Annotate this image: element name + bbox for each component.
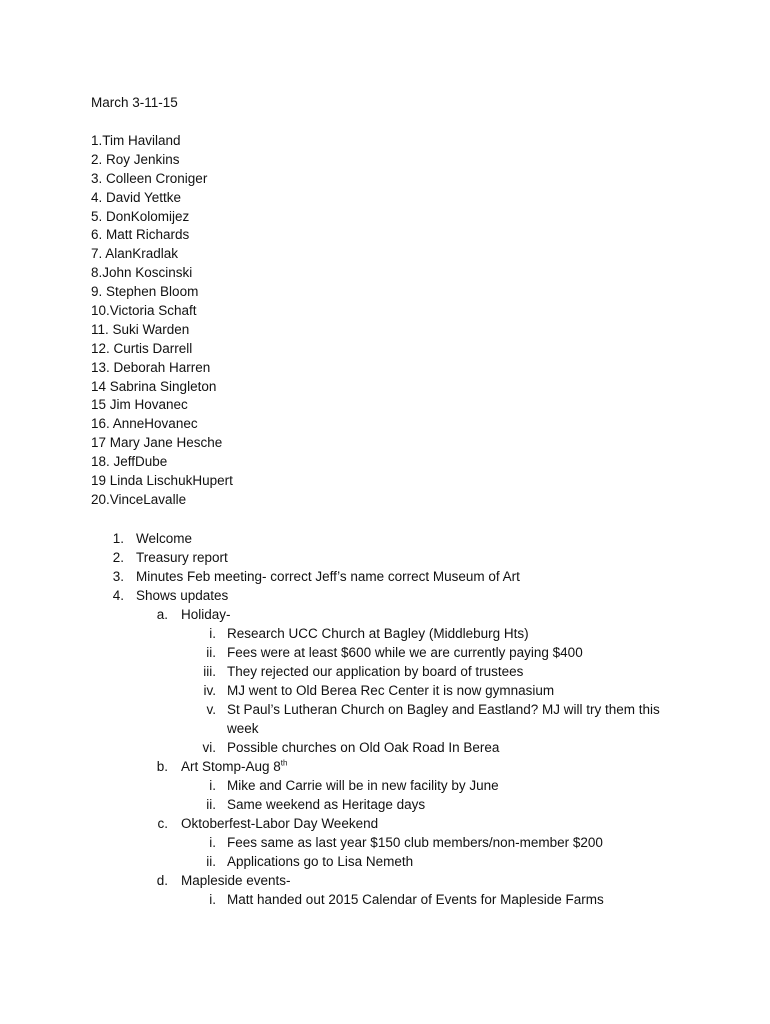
subsection-holiday (0, 605, 770, 624)
sub-item-marker: iii. (203, 664, 216, 679)
agenda-text: Welcome (136, 531, 193, 546)
agenda-text: Shows updates (136, 588, 229, 603)
attendee-item: 7. AlanKradlak (91, 246, 179, 262)
attendee-item: 12. Curtis Darrell (91, 340, 193, 356)
sub-item-marker: i. (209, 835, 216, 850)
sub-item (0, 852, 770, 871)
sub-item-marker: ii. (206, 854, 216, 869)
attendee-item: 6. Matt Richards (91, 227, 190, 243)
agenda-number: 3. (112, 569, 124, 584)
page-title: March 3-11-15 (91, 95, 178, 110)
subsection-oktoberfest (0, 814, 770, 833)
sub-item (0, 624, 770, 643)
sub-item-text: Matt handed out 2015 Calendar of Events for Mapleside Farms (227, 892, 604, 907)
subsection-label: Oktoberfest-Labor Day Weekend (181, 816, 379, 831)
sub-item-text: MJ went to Old Berea Rec Center it is now gymnasium (227, 683, 555, 698)
sub-item (0, 833, 770, 852)
sub-item-marker: i. (209, 892, 216, 907)
sub-item-text: Same weekend as Heritage days (227, 797, 426, 812)
attendee-item: 4. David Yettke (91, 189, 182, 205)
attendee-item: 8.John Koscinski (91, 265, 193, 281)
sub-item-marker: ii. (206, 645, 216, 660)
sub-item-marker: vi. (202, 740, 216, 755)
subsection-mapleside (0, 871, 770, 890)
attendee-item: 13. Deborah Harren (91, 359, 211, 375)
attendee-item: 9. Stephen Bloom (91, 284, 199, 300)
subsection-art-stomp (0, 757, 770, 776)
sub-item (0, 776, 770, 795)
attendee-item: 15 Jim Hovanec (91, 397, 188, 413)
sub-item-text: Fees same as last year $150 club members/non-member $200 (227, 835, 603, 850)
attendee-item: 19 Linda LischukHupert (91, 473, 233, 489)
attendee-item: 2. Roy Jenkins (91, 151, 180, 167)
sub-item (0, 795, 770, 814)
attendee-item: 11. Suki Warden (91, 321, 190, 337)
sub-item-text: St Paul’s Lutheran Church on Bagley and Eastland? MJ will try them this week (227, 702, 660, 736)
agenda-item (0, 567, 770, 586)
sub-item (0, 700, 770, 738)
subsection-label (181, 757, 287, 776)
agenda-number: 4. (112, 588, 124, 603)
subsection-label: Mapleside events- (181, 873, 291, 888)
sub-item-text: Mike and Carrie will be in new facility by June (227, 778, 499, 793)
sub-item (0, 681, 770, 700)
agenda-text: Treasury report (136, 550, 228, 565)
sub-item (0, 643, 770, 662)
sub-item-text: Possible churches on Old Oak Road In Berea (227, 740, 500, 755)
agenda-item (0, 529, 770, 548)
sub-item (0, 738, 770, 757)
agenda-text: Minutes Feb meeting- correct Jeff’s name correct Museum of Art (136, 569, 520, 584)
attendee-item: 14 Sabrina Singleton (91, 378, 217, 394)
attendee-item: 17 Mary Jane Hesche (91, 435, 223, 451)
attendee-item: 20.VinceLavalle (91, 491, 187, 507)
agenda-number: 2. (112, 550, 124, 565)
ordinal-suffix: th (280, 758, 288, 768)
sub-item-marker: ii. (206, 797, 216, 812)
subsection-label: Holiday- (181, 607, 231, 622)
sub-item-marker: i. (209, 626, 216, 641)
subsection-marker: a. (156, 607, 168, 622)
subsection-marker: d. (156, 873, 168, 888)
sub-item-marker: iv. (203, 683, 216, 698)
subsection-marker: c. (157, 816, 168, 831)
attendee-list (91, 132, 233, 510)
agenda-number: 1. (112, 531, 124, 546)
attendee-item: 3. Colleen Croniger (91, 170, 208, 186)
sub-item-marker: i. (209, 778, 216, 793)
sub-item (0, 662, 770, 681)
attendee-item: 1.Tim Haviland (91, 133, 181, 148)
agenda-item (0, 548, 770, 567)
subsection-marker: b. (156, 759, 168, 774)
sub-item-text: Research UCC Church at Bagley (Middleburg Hts) (227, 626, 529, 641)
sub-item-marker: v. (206, 702, 216, 717)
sub-item-text: Applications go to Lisa Nemeth (227, 854, 414, 869)
sub-item-text: Fees were at least $600 while we are currently paying $400 (227, 645, 583, 660)
attendee-item: 5. DonKolomijez (91, 208, 190, 224)
sub-item (0, 890, 770, 909)
agenda-item (0, 586, 770, 605)
attendee-item: 10.Victoria Schaft (91, 303, 197, 319)
sub-item-text: They rejected our application by board of trustees (227, 664, 524, 679)
attendee-item: 18. JeffDube (91, 454, 168, 470)
attendee-item: 16. AnneHovanec (91, 416, 198, 432)
subsection-label-text: Art Stomp-Aug 8 (181, 759, 281, 774)
